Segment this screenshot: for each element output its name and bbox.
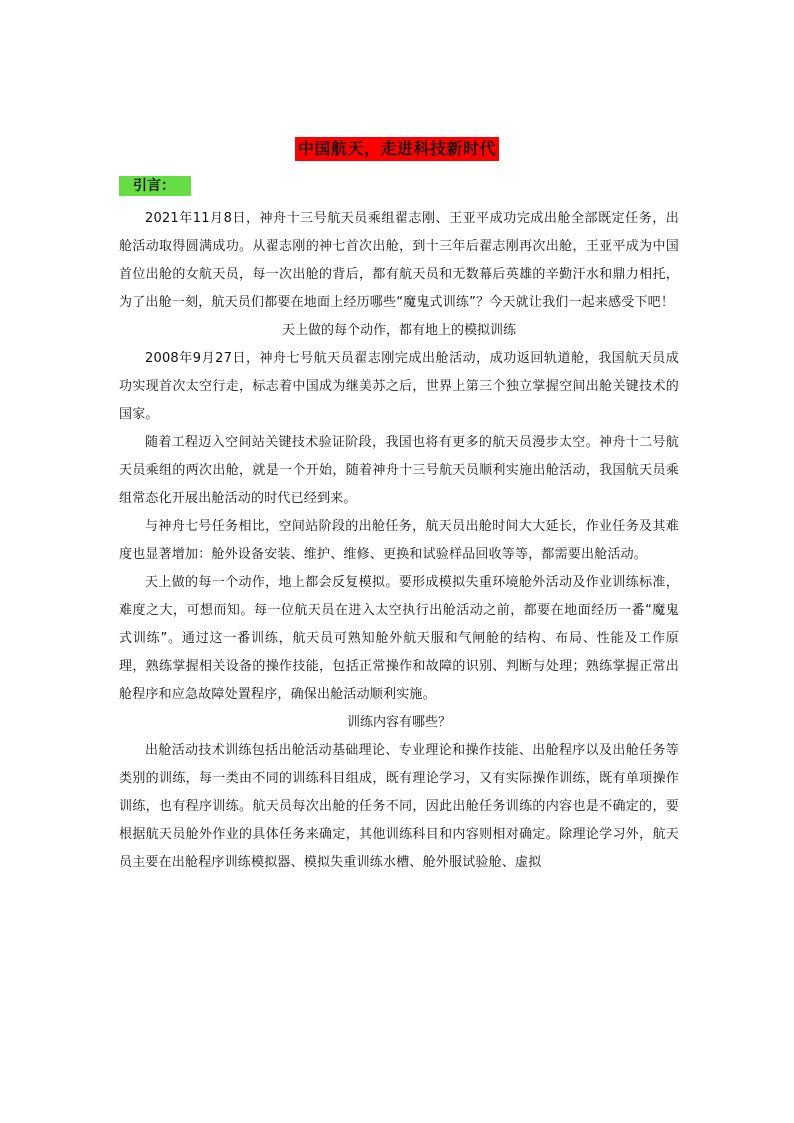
paragraph-training-content: 出舱活动技术训练包括出舱活动基础理论、专业理论和操作技能、出舱程序以及出舱任务等类别的训练，每一类由不同的训练科目组成，既有理论学习，又有实际操作训练，既有单项操作训练，也有程序训练。航天员每次出舱的任务不同，因此出舱任务训练的内容也是不确定的，要根据航天员舱外作业的具体任务来确定，其他训练科目和内容则相对确定。除理论学习外，航天员主要在出舱程序训练模拟器、模拟失重训练水槽、舱外服试验舱、虚拟 <box>119 743 679 870</box>
article-body <box>119 205 679 877</box>
paragraph-training: 天上做的每一个动作，地上都会反复模拟。要形成模拟失重环境舱外活动及作业训练标准，难度之大，可想而知。每一位航天员在进入太空执行出舱活动之前，都要在地面经历一番“魔鬼式训练”。通过这一番训练，航天员可熟知舱外航天服和气闸舱的结构、布局、性能及工作原理，熟练掌握相关设备的操作技能，包括正常操作和故障的识别、判断与处理；熟练掌握正常出舱程序和应急故障处置程序，确保出舱活动顺利实施。 <box>119 575 679 702</box>
paragraph-intro: 2021年11月8日，神舟十三号航天员乘组翟志刚、王亚平成功完成出舱全部既定任务，出舱活动取得圆满成功。从翟志刚的神七首次出舱，到十三年后翟志刚再次出舱，王亚平成为中国首位出舱的女航天员，每一次出舱的背后，都有航天员和无数幕后英雄的辛勤汗水和鼎力相托，为了出舱一刻，航天员们都要在地面上经历哪些“魔鬼式训练”？今天就让我们一起来感受下吧！ <box>119 211 679 310</box>
intro-label: 引言： <box>119 176 191 196</box>
section-heading-simulation: 天上做的每个动作，都有地上的模拟训练 <box>281 323 516 338</box>
title-wrap <box>0 137 794 161</box>
document-title: 中国航天，走进科技新时代 <box>295 137 499 161</box>
section-heading-content: 训练内容有哪些？ <box>346 715 451 730</box>
paragraph-space-station: 随着工程迈入空间站关键技术验证阶段，我国也将有更多的航天员漫步太空。神舟十二号航天员乘组的两次出舱，就是一个开始，随着神舟十三号航天员顺利实施出舱活动，我国航天员乘组常态化开展出舱活动的时代已经到来。 <box>119 435 679 506</box>
paragraph-shenzhou7: 2008年9月27日，神舟七号航天员翟志刚完成出舱活动，成功返回轨道舱，我国航天员成功实现首次太空行走，标志着中国成为继美苏之后，世界上第三个独立掌握空间出舱关键技术的国家。 <box>119 351 679 422</box>
paragraph-comparison: 与神舟七号任务相比，空间站阶段的出舱任务，航天员出舱时间大大延长，作业任务及其难度也显著增加：舱外设备安装、维护、维修、更换和试验样品回收等等，都需要出舱活动。 <box>119 519 679 562</box>
